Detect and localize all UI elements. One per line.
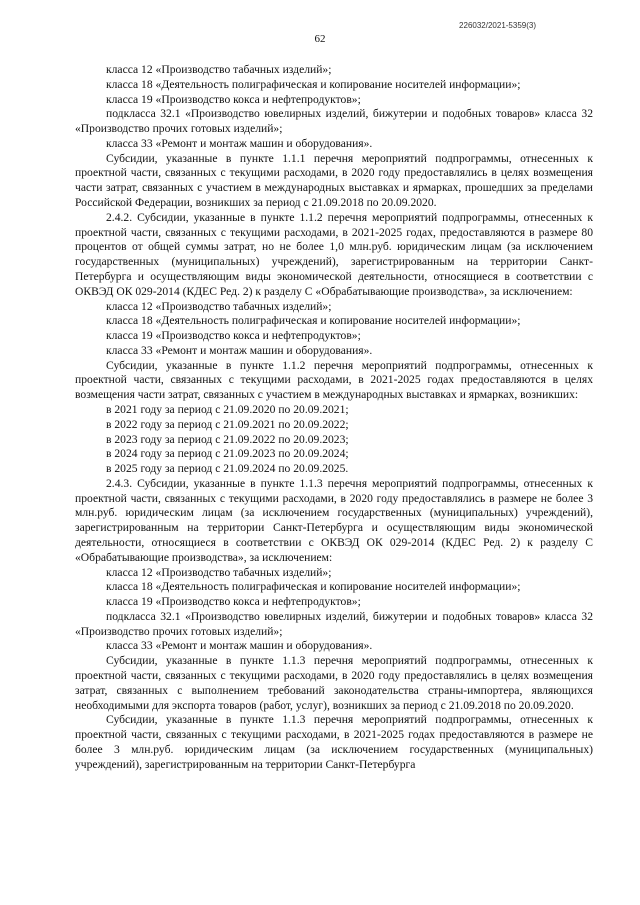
paragraph: подкласса 32.1 «Производство ювелирных изделий, бижутерии и подобных товаров» класса 32 «Производство прочих готовых изделий»; [75, 107, 593, 136]
paragraph: класса 33 «Ремонт и монтаж машин и оборудования». [106, 639, 373, 653]
paragraph: Субсидии, указанные в пункте 1.1.3 перечня мероприятий подпрограммы, отнесенных к проектной части, связанных с текущими расходами, в 2020 году предоставлялись в целях возмещения затрат, связанных с выполнением требований законодательства страны-импортера, являющихся необходимыми для экспорта товаров (работ, услуг), возникших за период с 21.09.2018 по 20.09.2020. [75, 654, 593, 712]
paragraph: класса 19 «Производство кокса и нефтепродуктов»; [106, 92, 361, 106]
paragraph: в 2025 году за период с 21.09.2024 по 20.09.2025. [106, 462, 349, 476]
paragraph: класса 19 «Производство кокса и нефтепродуктов»; [106, 595, 361, 609]
paragraph: класса 12 «Производство табачных изделий»; [106, 299, 332, 313]
document-id: 226032/2021-5359(3) [459, 21, 536, 30]
paragraph: в 2021 году за период с 21.09.2020 по 20.09.2021; [106, 402, 349, 416]
paragraph: в 2023 году за период с 21.09.2022 по 20.09.2023; [106, 432, 349, 446]
document-body [75, 63, 593, 773]
paragraph: класса 18 «Деятельность полиграфическая и копирование носителей информации»; [106, 314, 521, 328]
paragraph: класса 19 «Производство кокса и нефтепродуктов»; [106, 329, 361, 343]
paragraph: класса 18 «Деятельность полиграфическая и копирование носителей информации»; [106, 77, 521, 91]
paragraph: в 2022 году за период с 21.09.2021 по 20.09.2022; [106, 417, 349, 431]
paragraph: класса 33 «Ремонт и монтаж машин и оборудования». [106, 136, 373, 150]
paragraph: класса 18 «Деятельность полиграфическая и копирование носителей информации»; [106, 580, 521, 594]
paragraph: Субсидии, указанные в пункте 1.1.1 перечня мероприятий подпрограммы, отнесенных к проектной части, связанных с текущими расходами, в 2020 году предоставлялись в целях возмещения части затрат, связанных с участием в международных выставках и ярмарках, прошедших за пределами Российской Федерации, возникших за период с 21.09.2018 по 20.09.2020. [75, 151, 593, 210]
paragraph: подкласса 32.1 «Производство ювелирных изделий, бижутерии и подобных товаров» класса 32 «Производство прочих готовых изделий»; [75, 609, 593, 638]
paragraph: 2.4.3. Субсидии, указанные в пункте 1.1.3 перечня мероприятий подпрограммы, отнесенных к проектной части, связанных с текущими расходами, в 2020 году предоставлялись в размере не более 3 млн.руб. юридическим лицам (за исключением государственных (муниципальных) учреждений), зарегистрированным на территории Санкт-Петербурга и осуществляющим виды экономической деятельности, относящиеся в соответствии с ОКВЭД ОК 029-2014 (КДЕС Ред. 2) к разделу С «Обрабатывающие производства», за исключением: [75, 476, 593, 564]
paragraph: класса 12 «Производство табачных изделий»; [106, 565, 332, 579]
paragraph: Субсидии, указанные в пункте 1.1.2 перечня мероприятий подпрограммы, отнесенных к проектной части, связанных с текущими расходами, в 2021-2025 годах предоставляются в целях возмещения части затрат, связанных с участием в международных выставках и ярмарках, возникших: [75, 358, 593, 402]
paragraph: класса 12 «Производство табачных изделий»; [106, 63, 332, 76]
paragraph: 2.4.2. Субсидии, указанные в пункте 1.1.2 перечня мероприятий подпрограммы, отнесенных к проектной части, связанных с текущими расходами, в 2021-2025 годах, предоставляются в размере 80 процентов от общей суммы затрат, но не более 1,0 млн.руб. юридическим лицам (за исключением государственных (муниципальных) учреждений), зарегистрированным на территории Санкт-Петербурга и осуществляющим виды экономической деятельности, относящиеся в соответствии с ОКВЭД ОК 029-2014 (КДЕС Ред. 2) к разделу С «Обрабатывающие производства», за исключением: [75, 210, 593, 298]
page-number: 62 [314, 33, 326, 45]
paragraph: Субсидии, указанные в пункте 1.1.3 перечня мероприятий подпрограммы, отнесенных к проектной части, связанных с текущими расходами, в 2021-2025 годах предоставляются в размере не более 3 млн.руб. юридическим лицам (за исключением государственных (муниципальных) учреждений), зарегистрированным на территории Санкт-Петербурга [75, 713, 593, 771]
paragraph: класса 33 «Ремонт и монтаж машин и оборудования». [106, 343, 373, 357]
paragraph: в 2024 году за период с 21.09.2023 по 20.09.2024; [106, 447, 349, 461]
